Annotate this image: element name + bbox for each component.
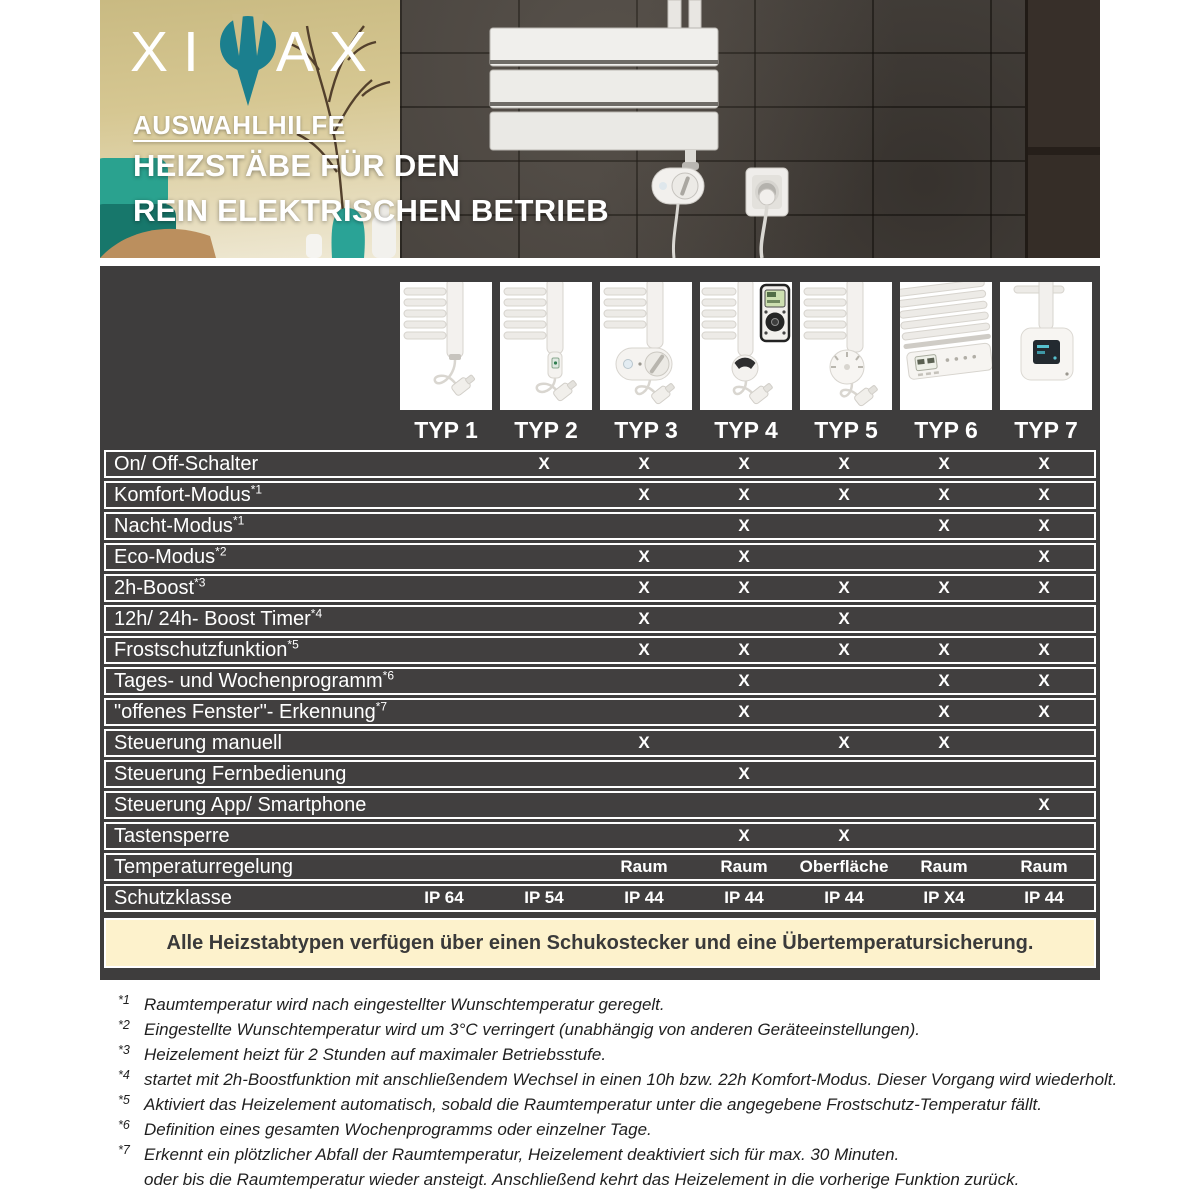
feature-label: Frostschutzfunktion$^{*5}$ [114,637,299,661]
matrix-cell: X [938,702,950,721]
wall-socket-icon [746,168,788,258]
matrix-cell: X [638,609,650,628]
matrix-cell: X [838,578,850,597]
footnote-text: Definition eines gesamten Wochenprogramms oder einzelner Tage. [144,1120,652,1139]
typ6-product-photo [900,282,992,410]
column-header: TYP 4 [714,417,778,443]
matrix-cell: X [1038,702,1050,721]
footnote-marker: *4 [118,1068,130,1082]
feature-row [104,543,1096,571]
matrix-cell: Raum [620,857,668,876]
footnote-item [118,1142,1100,1167]
feature-row [104,481,1096,509]
hero-header [100,0,1100,258]
feature-row [104,822,1096,850]
feature-row [104,760,1096,788]
feature-label: Temperaturregelung [114,856,293,878]
feature-row [104,791,1096,819]
footnote-marker: *2 [118,1018,130,1032]
typ5-product-photo [800,282,892,410]
feature-row [104,729,1096,757]
feature-label: 2h-Boost$^{*3}$ [114,575,206,599]
column-typ6 [896,282,996,446]
footnote-item [118,992,1100,1017]
heating-element-icon [652,150,704,258]
footnote-item [118,1042,1100,1067]
feature-label: On/ Off-Schalter [114,453,259,475]
ximax-m-pin-icon [216,14,280,110]
column-typ3 [596,282,696,446]
matrix-cell: X [638,547,650,566]
footnote-text: oder bis die Raumtemperatur wieder ansteigt. Anschließend kehrt das Heizelement in die vorherige Funktion zurück. [144,1170,1020,1189]
feature-row [104,605,1096,633]
column-header: TYP 3 [614,417,678,443]
ximax-logo [130,12,382,110]
matrix-cell: X [738,826,750,845]
footnotes [118,992,1118,1192]
matrix-cell: X [1038,640,1050,659]
matrix-cell: X [738,454,750,473]
footnote-text: Raumtemperatur wird nach eingestellter Wunschtemperatur geregelt. [144,995,665,1014]
matrix-cell: X [1038,547,1050,566]
hero-eyebrow: AUSWAHLHILFE [133,110,346,140]
typ2-product-photo [500,282,592,410]
matrix-cell: Raum [920,857,968,876]
panel-radiator-icon [490,28,718,150]
matrix-cell: X [638,733,650,752]
feature-row [104,450,1096,478]
footnote-item [118,1167,1100,1192]
feature-label: Tages- und Wochenprogramm$^{*6}$ [114,668,394,692]
matrix-cell: X [638,640,650,659]
matrix-cell: IP 44 [724,888,764,907]
logo-text-left: XI [130,20,214,84]
matrix-cell: X [738,516,750,535]
feature-label: "offenes Fenster"- Erkennung$^{*7}$ [114,699,388,723]
column-typ4 [696,282,796,446]
column-header: TYP 6 [914,417,978,443]
matrix-cell: X [938,640,950,659]
matrix-cell: IP 44 [1024,888,1064,907]
matrix-cell: X [1038,485,1050,504]
footnote-marker: *5 [118,1093,130,1107]
matrix-cell: X [838,609,850,628]
matrix-cell: X [1038,671,1050,690]
footnote-text: Heizelement heizt für 2 Stunden auf maximaler Betriebsstufe. [144,1045,607,1064]
matrix-cell: X [838,485,850,504]
column-header: TYP 1 [414,417,478,443]
footnote-text: Aktiviert das Heizelement automatisch, sobald die Raumtemperatur unter die angegebene Frostschutz-Temperatur fällt. [144,1095,1042,1114]
typ4-product-photo [700,282,792,410]
feature-label: Eco-Modus$^{*2}$ [114,544,227,568]
matrix-cell: X [738,485,750,504]
matrix-cell: X [738,640,750,659]
feature-row [104,512,1096,540]
feature-row [104,574,1096,602]
column-typ5 [796,282,896,446]
comparison-sheet [100,266,1100,980]
typ3-product-photo [600,282,692,410]
footnote-text: Erkennt ein plötzlicher Abfall der Raumtemperatur, Heizelement deaktiviert sich für max. 30 Minuten. [144,1145,900,1164]
matrix-cell: X [1038,795,1050,814]
matrix-cell: X [1038,578,1050,597]
matrix-cell: X [938,578,950,597]
column-header: TYP 5 [814,417,878,443]
matrix-cell: X [838,640,850,659]
small-vase-icon [306,234,322,258]
matrix-cell: X [838,733,850,752]
matrix-cell: X [638,485,650,504]
feature-label: Komfort-Modus$^{*1}$ [114,482,263,506]
footnote-marker: *1 [118,993,130,1007]
column-header: TYP 2 [514,417,578,443]
matrix-cell: X [738,764,750,783]
matrix-cell: X [538,454,550,473]
column-spacer [104,282,396,446]
matrix-cell: X [938,454,950,473]
matrix-cell: Raum [1020,857,1068,876]
feature-label: Steuerung Fernbedienung [114,763,347,785]
matrix-cell: IP 54 [524,888,564,907]
matrix-cell: X [1038,454,1050,473]
column-typ1 [396,282,496,446]
footnote-text: Eingestellte Wunschtemperatur wird um 3°C verringert (unabhängig von anderen Geräteeinstellungen). [144,1020,920,1039]
typ7-product-photo [1000,282,1092,410]
matrix-cell: X [738,578,750,597]
feature-rows [104,450,1096,912]
column-header: TYP 7 [1014,417,1078,443]
matrix-cell: IP 44 [824,888,864,907]
matrix-cell: X [738,547,750,566]
feature-label: Steuerung manuell [114,732,282,754]
matrix-cell: IP 64 [424,888,464,907]
matrix-cell: X [938,671,950,690]
feature-label: 12h/ 24h- Boost Timer$^{*4}$ [114,606,323,630]
typ1-product-photo [400,282,492,410]
footnote-item [118,1117,1100,1142]
feature-row [104,698,1096,726]
matrix-cell: X [738,702,750,721]
footnote-item [118,1017,1100,1042]
feature-label: Tastensperre [114,825,230,847]
matrix-cell: Oberfläche [799,857,889,876]
matrix-cell: X [738,671,750,690]
feature-label: Steuerung App/ Smartphone [114,794,367,816]
matrix-cell: X [938,516,950,535]
hero-title-line1: HEIZSTÄBE FÜR DEN [133,148,461,183]
feature-label: Schutzklasse [114,887,232,909]
column-typ2 [496,282,596,446]
footnote-item [118,1067,1118,1092]
matrix-cell: X [638,578,650,597]
feature-row [104,853,1096,881]
matrix-cell: IP X4 [923,888,965,907]
column-typ7 [996,282,1096,446]
matrix-cell: IP 44 [624,888,664,907]
footnote-text: startet mit 2h-Boostfunktion mit anschließendem Wechsel in einen 10h bzw. 22h Komfort-Modus. Dieser Vorgang wird wiederholt. [144,1070,1118,1089]
hero-title-line2: REIN ELEKTRISCHEN BETRIEB [133,193,609,228]
logo-text-right: AX [275,20,382,84]
feature-row [104,884,1096,912]
feature-row [104,667,1096,695]
feature-row [104,636,1096,664]
product-columns [104,282,1096,446]
info-banner: Alle Heizstabtypen verfügen über einen Schukostecker und eine Übertemperatursicherung. [104,918,1096,968]
footnote-marker [118,1163,144,1188]
footnote-marker: *3 [118,1043,130,1057]
matrix-cell: X [938,485,950,504]
matrix-cell: X [838,826,850,845]
matrix-cell: X [638,454,650,473]
matrix-cell: X [838,454,850,473]
footnote-marker: *7 [118,1143,130,1157]
matrix-cell: Raum [720,857,768,876]
matrix-cell: X [938,733,950,752]
flyer-page [100,0,1118,1192]
matrix-cell: X [1038,516,1050,535]
footnote-item [118,1092,1100,1117]
footnote-marker: *6 [118,1118,130,1132]
feature-label: Nacht-Modus$^{*1}$ [114,513,245,537]
